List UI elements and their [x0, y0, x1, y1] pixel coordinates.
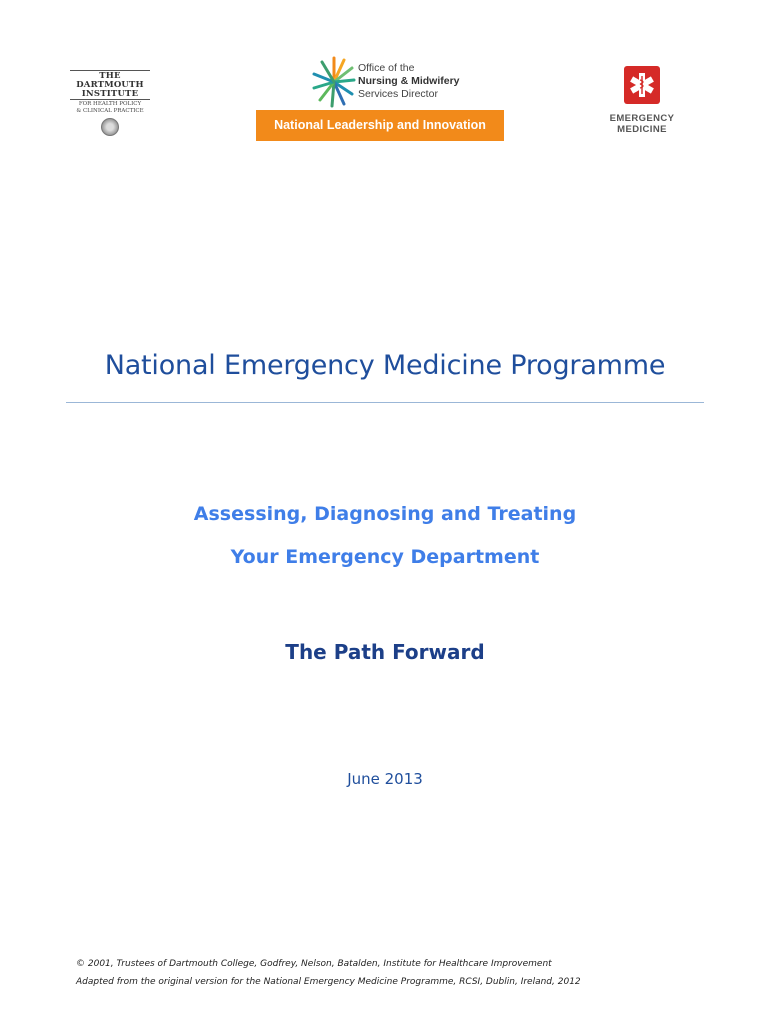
subtitle-line1: Assessing, Diagnosing and Treating	[193, 503, 577, 525]
dartmouth-logo-line3: INSTITUTE	[81, 89, 139, 99]
starburst-icon	[312, 56, 356, 108]
onmsd-logo-line2: Nursing & Midwifery	[358, 75, 460, 87]
logo-rule	[70, 99, 150, 100]
dartmouth-logo-line5: & CLINICAL PRACTICE	[76, 107, 144, 114]
publication-date: June 2013	[347, 770, 423, 788]
onmsd-logo	[256, 54, 504, 163]
tagline: The Path Forward	[285, 640, 485, 664]
onmsd-logo-line3: Services Director	[358, 88, 438, 100]
dartmouth-institute-logo	[70, 70, 150, 136]
emergency-medicine-logo	[600, 66, 684, 135]
em-logo-line2: MEDICINE	[617, 124, 667, 135]
onmsd-logo-banner: National Leadership and Innovation Centre	[256, 110, 504, 141]
em-logo-line1: EMERGENCY	[609, 113, 675, 124]
star-of-life-icon	[624, 66, 660, 104]
subtitle-line2: Your Emergency Department	[230, 546, 540, 568]
dartmouth-logo-line1: THE	[99, 71, 121, 81]
copyright-note: © 2001, Trustees of Dartmouth College, Godfrey, Nelson, Batalden, Institute for Healthcare Improvement	[76, 959, 552, 969]
seal-icon	[101, 118, 119, 136]
dartmouth-logo-line2: DARTMOUTH	[76, 80, 144, 90]
adaptation-note: Adapted from the original version for the National Emergency Medicine Programme, RCSI, Dublin, Ireland, 2012	[76, 977, 581, 987]
document-title: National Emergency Medicine Programme	[104, 350, 666, 381]
dartmouth-logo-line4: FOR HEALTH POLICY	[78, 101, 142, 107]
onmsd-logo-line1: Office of the	[358, 62, 415, 74]
title-divider	[66, 402, 704, 403]
